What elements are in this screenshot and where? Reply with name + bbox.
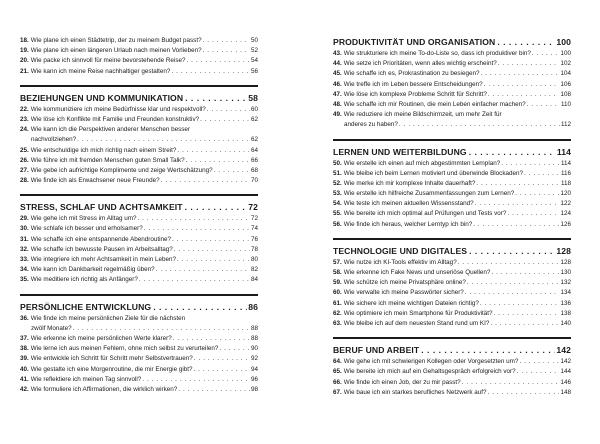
section-divider	[333, 139, 571, 141]
dot-leader	[185, 92, 247, 105]
entry-page: 90	[250, 345, 258, 353]
entry-number: 29.	[20, 215, 29, 223]
entry-number: 33.	[20, 256, 29, 263]
section-page: 58	[248, 92, 258, 103]
section-divider	[333, 337, 571, 339]
entry-page: 96	[250, 375, 258, 383]
dot-leader	[421, 344, 555, 357]
toc-entry[interactable]	[20, 265, 258, 275]
entry-number: 58.	[333, 269, 342, 276]
entry-number: 30.	[20, 225, 29, 233]
entry-page: 92	[250, 355, 258, 363]
entry-title: Wie reduziere ich meine Bildschirmzeit, um mehr Zeit für	[343, 111, 502, 119]
entry-number: 32.	[20, 245, 29, 253]
toc-entry[interactable]	[333, 220, 571, 230]
dot-leader	[519, 357, 559, 367]
entry-page: 134	[560, 289, 571, 297]
entry-page: 124	[560, 210, 571, 218]
section-page: 100	[556, 37, 571, 47]
entry-number: 27.	[20, 166, 29, 174]
entry-title: Wie bleibe ich beim Lernen motiviert und überwinde Blockaden?	[343, 169, 523, 177]
toc-entry[interactable]	[333, 309, 571, 319]
dot-leader	[77, 135, 250, 145]
entry-number: 26.	[20, 156, 29, 164]
dot-leader	[399, 120, 560, 130]
toc-entry[interactable]	[333, 258, 571, 268]
dot-leader	[173, 334, 250, 344]
dot-leader	[517, 367, 560, 377]
entry-title: Wie schaffe ich mir Routinen, die mein Leben einfacher machen?	[343, 100, 526, 108]
entry-title: Wie sichere ich meine wichtigen Dateien richtig?	[343, 299, 479, 307]
entry-title: Wie entwickle ich Schritt für Schritt mehr Selbstvertrauen?	[30, 355, 193, 363]
entry-page: 146	[560, 378, 571, 386]
entry-number: 19.	[20, 47, 29, 55]
entry-page: 132	[560, 279, 571, 287]
section-heading	[20, 92, 258, 105]
entry-number: 43.	[333, 50, 342, 57]
dot-leader	[467, 278, 560, 288]
entry-number: 51.	[333, 169, 342, 177]
entry-page: 54	[250, 57, 258, 65]
section-heading	[333, 36, 571, 49]
toc-entry[interactable]	[333, 357, 571, 367]
entry-page: 148	[560, 388, 571, 396]
toc-entry[interactable]	[20, 46, 258, 56]
toc-entry[interactable]	[333, 120, 571, 130]
dot-leader	[142, 375, 250, 385]
dot-leader	[507, 209, 559, 219]
toc-entry[interactable]	[333, 49, 571, 59]
toc-entry[interactable]	[333, 159, 571, 169]
toc-entry[interactable]	[333, 169, 571, 179]
section-heading	[333, 146, 571, 159]
toc-section	[333, 139, 571, 230]
entry-title: Wie merke ich mir komplexe Inhalte dauerhaft?	[343, 179, 476, 187]
toc-entry[interactable]	[333, 288, 571, 298]
toc-section	[333, 337, 571, 398]
toc-entry[interactable]	[20, 56, 258, 66]
entry-title: Wie integriere ich mehr Achtsamkeit in mein Leben?	[30, 256, 177, 263]
entry-page: 120	[560, 190, 571, 198]
entry-page: 62	[250, 115, 258, 123]
entry-title: Wie erkenne ich meine persönlichen Werte klarer?	[30, 334, 172, 342]
dot-leader	[177, 146, 250, 156]
toc-entry[interactable]	[20, 115, 258, 125]
dot-leader	[203, 36, 250, 46]
entry-page: 50	[250, 37, 258, 44]
entry-page: 116	[560, 169, 571, 177]
dot-leader	[207, 105, 250, 115]
entry-number: 31.	[20, 235, 29, 243]
entry-title: Wie gehe ich mit schwierigen Kollegen oder Vorgesetzten um?	[343, 358, 519, 366]
toc-entry[interactable]	[20, 344, 258, 354]
toc-entry[interactable]	[333, 278, 571, 288]
toc-entry[interactable]	[20, 146, 258, 156]
dot-leader	[219, 344, 250, 354]
section-heading	[20, 301, 258, 314]
toc-entry[interactable]	[20, 354, 258, 364]
entry-title: Wie treffe ich im Leben bessere Entscheidungen?	[343, 80, 483, 88]
entry-title: Wie gehe ich mit Stress im Alltag um?	[30, 215, 137, 223]
entry-number: 53.	[333, 190, 342, 198]
entry-title: Wie finde ich meine persönlichen Ziele für die nächsten	[30, 314, 186, 322]
dot-leader	[498, 59, 560, 69]
entry-title: Wie plane ich einen Städtetrip, der zu meinem Budget passt?	[30, 37, 202, 44]
toc-entry[interactable]	[20, 365, 258, 375]
section-divider	[20, 294, 258, 296]
toc-entry[interactable]	[333, 388, 571, 398]
section-divider	[333, 238, 571, 240]
entry-title: Wie verwalte ich meine Passwörter sicher?	[343, 289, 464, 297]
toc-section	[20, 85, 258, 187]
dot-leader	[174, 245, 250, 255]
dot-leader	[153, 301, 247, 314]
entry-title: Wie führe ich mit fremden Menschen guten Small Talk?	[30, 156, 185, 164]
entry-page: 80	[250, 256, 258, 263]
entry-title: Wie bereite ich mich auf ein Gehaltsgespräch erfolgreich vor?	[343, 368, 516, 376]
entry-number: 41.	[20, 375, 29, 383]
entry-page: 122	[560, 200, 571, 208]
section-title: BEZIEHUNGEN UND KOMMUNIKATION	[20, 92, 184, 103]
toc-entry[interactable]	[20, 324, 258, 334]
entry-page: 82	[250, 266, 258, 274]
dot-leader	[73, 324, 250, 334]
entry-number: 59.	[333, 279, 342, 287]
dot-leader	[488, 388, 560, 398]
entry-page: 126	[560, 220, 571, 228]
entry-title: Wie reflektiere ich meinen Tag sinnvoll?	[30, 375, 142, 383]
dot-leader	[488, 90, 560, 100]
section-divider	[20, 85, 258, 87]
toc-entry[interactable]	[333, 59, 571, 69]
section-heading	[20, 201, 258, 214]
entry-title: Wie formuliere ich Affirmationen, die wirklich wirken?	[30, 385, 178, 393]
dot-leader	[161, 176, 250, 186]
entry-title: Wie schlafe ich besser und erholsamer?	[30, 225, 143, 233]
dot-leader	[515, 189, 559, 199]
entry-title: Wie gestalte ich eine Morgenroutine, die mir Energie gibt?	[30, 365, 193, 373]
dot-leader	[194, 354, 250, 364]
toc-entry[interactable]	[333, 319, 571, 329]
section-title: STRESS, SCHLAF UND ACHTSAMKEIT	[20, 202, 183, 213]
entry-number: 38.	[20, 345, 29, 353]
entry-title: Wie plane ich einen längeren Urlaub nach meinen Vorlieben?	[30, 47, 202, 55]
entry-page: 88	[250, 324, 258, 332]
entry-page: 52	[250, 47, 258, 55]
entry-page: 138	[560, 309, 571, 317]
entry-number: 23.	[20, 115, 29, 123]
entry-number: 21.	[20, 67, 29, 75]
entry-title: Wie gebe ich aufrichtige Komplimente und zeige Wertschätzung?	[30, 166, 213, 174]
toc-entry[interactable]	[20, 67, 258, 77]
dot-leader	[469, 146, 556, 159]
entry-number: 37.	[20, 334, 29, 342]
dot-leader	[458, 258, 560, 268]
dot-leader	[501, 159, 560, 169]
toc-entry[interactable]	[20, 166, 258, 176]
toc-right-column	[333, 36, 571, 398]
dot-leader	[480, 299, 560, 309]
entry-page: 110	[560, 100, 571, 108]
entry-page: 136	[560, 299, 571, 307]
entry-title: Wie kann ich Dankbarkeit regelmäßig üben?	[30, 266, 155, 274]
entry-title: Wie kann ich die Perspektiven anderer Menschen besser	[30, 126, 191, 134]
entry-title: Wie löse ich komplexe Probleme Schritt für Schritt?	[343, 90, 487, 98]
entry-title: nachvollziehen?	[31, 136, 77, 144]
dot-leader	[475, 199, 560, 209]
entry-number: 20.	[20, 57, 29, 65]
entry-number: 52.	[333, 179, 342, 187]
entry-page: 64	[250, 146, 258, 154]
toc-entry[interactable]	[333, 209, 571, 219]
toc-entry[interactable]	[20, 255, 258, 265]
entry-page: 128	[560, 258, 571, 266]
toc-left-column	[20, 36, 258, 395]
entry-number: 50.	[333, 159, 342, 167]
section-title: LERNEN UND WEITERBILDUNG	[333, 146, 467, 157]
toc-entry[interactable]	[20, 235, 258, 245]
entry-number: 24.	[20, 126, 29, 134]
toc-entry[interactable]	[333, 179, 571, 189]
entry-title: Wie bereite ich mich optimal auf Prüfungen und Tests vor?	[343, 210, 507, 218]
dot-leader	[178, 385, 250, 395]
toc-entry[interactable]	[20, 245, 258, 255]
entry-title: Wie schaffe ich bewusste Pausen im Arbeitsalltag?	[30, 245, 173, 253]
toc-entry[interactable]	[20, 135, 258, 145]
entry-number: 44.	[333, 60, 342, 68]
dot-leader	[203, 46, 250, 56]
section-heading	[333, 344, 571, 357]
dot-leader	[524, 169, 560, 179]
entry-number: 60.	[333, 289, 342, 297]
toc-entry[interactable]	[20, 176, 258, 186]
entry-title: Wie kann ich meine Reise nachhaltiger gestalten?	[30, 67, 171, 75]
entry-number: 64.	[333, 358, 342, 366]
toc-entry[interactable]	[333, 189, 571, 199]
dot-leader	[186, 156, 250, 166]
toc-entry[interactable]	[20, 125, 258, 135]
entry-title: Wie erstelle ich einen auf mich abgestimmten Lernplan?	[343, 159, 501, 167]
toc-entry[interactable]	[333, 90, 571, 100]
dot-leader	[469, 245, 555, 258]
toc-entry[interactable]	[333, 69, 571, 79]
entry-title: anderes zu haben?	[344, 121, 398, 129]
toc-section	[20, 294, 258, 396]
dot-leader	[193, 365, 250, 375]
section-title: PRODUKTIVITÄT UND ORGANISATION	[333, 37, 496, 47]
toc-entry[interactable]	[20, 214, 258, 224]
entry-page: 72	[250, 215, 258, 223]
entry-page: 94	[250, 365, 258, 373]
dot-leader	[497, 36, 555, 49]
entry-page: 78	[250, 245, 258, 253]
dot-leader	[185, 201, 248, 214]
dot-leader	[144, 224, 250, 234]
entry-number: 67.	[333, 388, 342, 396]
dot-leader	[200, 115, 250, 125]
dot-leader	[186, 56, 250, 66]
entry-page: 118	[560, 179, 571, 187]
entry-title: Wie kommuniziere ich meine Bedürfnisse klar und respektvoll?	[30, 105, 206, 113]
dot-leader	[177, 255, 250, 265]
toc-entry[interactable]	[333, 80, 571, 90]
entry-title: Wie finde ich einen Job, der zu mir passt?	[343, 378, 461, 386]
dot-leader	[139, 275, 250, 285]
entry-page: 142	[560, 358, 571, 366]
entry-number: 62.	[333, 309, 342, 317]
entry-title: Wie erstelle ich hilfreiche Zusammenfassungen zum Lernen?	[343, 190, 515, 198]
entry-title: Wie meditiere ich richtig als Anfänger?	[30, 276, 138, 284]
toc-entry[interactable]	[333, 367, 571, 377]
section-page: 72	[248, 202, 258, 213]
entry-title: Wie schaffe ich eine entspannende Abendroutine?	[30, 235, 172, 243]
entry-page: 98	[250, 385, 258, 393]
entry-title: Wie nutze ich KI-Tools effektiv im Alltag?	[343, 258, 457, 266]
toc-entry[interactable]	[20, 156, 258, 166]
section-page: 142	[556, 345, 571, 356]
entry-title: Wie entschuldige ich mich richtig nach einem Streit?	[30, 146, 177, 154]
dot-leader	[480, 69, 559, 79]
entry-page: 108	[560, 90, 571, 98]
entry-number: 36.	[20, 314, 29, 322]
section-title: BERUF UND ARBEIT	[333, 345, 420, 356]
entry-number: 42.	[20, 385, 29, 393]
dot-leader	[137, 214, 250, 224]
toc-entry[interactable]	[333, 100, 571, 110]
entry-title: Wie erkenne ich Fake News und unseriöse Quellen?	[343, 269, 491, 276]
toc-entry[interactable]	[20, 334, 258, 344]
dot-leader	[527, 100, 560, 110]
entry-number: 63.	[333, 319, 342, 327]
section-title: PERSÖNLICHE ENTWICKLUNG	[20, 301, 152, 312]
entry-number: 49.	[333, 111, 342, 119]
entry-page: 100	[560, 50, 571, 57]
dot-leader	[172, 235, 250, 245]
entry-page: 56	[250, 67, 258, 75]
section-title: TECHNOLOGIE UND DIGITALES	[333, 245, 468, 256]
entry-title: Wie löse ich Konflikte mit Familie und Freunden konstruktiv?	[30, 115, 200, 123]
dot-leader	[476, 179, 560, 189]
entry-number: 45.	[333, 70, 342, 78]
entry-title: Wie teste ich meinen aktuellen Wissensstand?	[343, 200, 474, 208]
entry-page: 76	[250, 235, 258, 243]
entry-page: 62	[250, 136, 258, 144]
entry-number: 18.	[20, 37, 29, 44]
toc-entry[interactable]	[20, 224, 258, 234]
entry-number: 54.	[333, 200, 342, 208]
entry-title: Wie finde ich heraus, welcher Lerntyp ich bin?	[343, 220, 473, 228]
entry-title: Wie finde ich als Erwachsener neue Freunde?	[30, 177, 160, 185]
toc-entry[interactable]	[20, 375, 258, 385]
dot-leader	[484, 80, 560, 90]
entry-number: 48.	[333, 100, 342, 108]
entry-title: zwölf Monate?	[31, 324, 72, 332]
entry-number: 28.	[20, 177, 29, 185]
toc-entry[interactable]	[20, 314, 258, 324]
section-heading	[333, 245, 571, 258]
toc-entry[interactable]	[333, 268, 571, 278]
toc-section	[20, 194, 258, 285]
entry-page: 84	[250, 276, 258, 284]
entry-title: Wie bleibe ich auf dem neuesten Stand rund um KI?	[343, 319, 490, 327]
entry-page: 112	[560, 121, 571, 129]
entry-title: Wie schütze ich meine Privatsphäre online?	[343, 279, 466, 287]
entry-number: 61.	[333, 299, 342, 307]
entry-title: Wie setze ich Prioritäten, wenn alles wichtig erscheint?	[343, 60, 497, 68]
toc-entry[interactable]	[333, 110, 571, 120]
dot-leader	[214, 166, 250, 176]
toc-entry[interactable]	[20, 275, 258, 285]
entry-number: 40.	[20, 365, 29, 373]
dot-leader	[532, 49, 560, 59]
entry-number: 22.	[20, 105, 29, 113]
toc-entry[interactable]	[20, 36, 258, 46]
dot-leader	[171, 67, 250, 77]
entry-number: 47.	[333, 90, 342, 98]
entry-page: 60	[250, 105, 258, 113]
entry-number: 46.	[333, 80, 342, 88]
entry-page: 140	[560, 319, 571, 327]
entry-page: 70	[250, 177, 258, 185]
section-page: 128	[556, 245, 571, 256]
entry-title: Wie packe ich sinnvoll für meine bevorstehende Reise?	[30, 57, 186, 65]
entry-title: Wie lerne ich aus meinen Fehlern, ohne mich selbst zu verurteilen?	[30, 345, 219, 353]
section-divider	[20, 194, 258, 196]
dot-leader	[465, 288, 560, 298]
entry-page: 104	[560, 70, 571, 78]
entry-number: 55.	[333, 210, 342, 218]
dot-leader	[462, 378, 560, 388]
entry-page: 144	[560, 368, 571, 376]
section-page: 114	[556, 146, 571, 157]
entry-page: 102	[560, 60, 571, 68]
entry-page: 68	[250, 166, 258, 174]
toc-entry[interactable]	[333, 299, 571, 309]
toc-entry[interactable]	[333, 199, 571, 209]
entry-title: Wie baue ich ein starkes berufliches Netzwerk auf?	[343, 388, 487, 396]
entry-number: 25.	[20, 146, 29, 154]
entry-page: 106	[560, 80, 571, 88]
dot-leader	[494, 309, 560, 319]
toc-entry[interactable]	[20, 105, 258, 115]
dot-leader	[491, 268, 559, 278]
entry-number: 34.	[20, 266, 29, 274]
dot-leader	[473, 220, 559, 230]
entry-page: 66	[250, 156, 258, 164]
toc-entry[interactable]	[20, 385, 258, 395]
entry-number: 35.	[20, 276, 29, 284]
entry-number: 57.	[333, 258, 342, 266]
entry-page: 88	[250, 334, 258, 342]
toc-entry[interactable]	[333, 378, 571, 388]
entry-page: 130	[560, 269, 571, 276]
dot-leader	[156, 265, 250, 275]
entry-number: 39.	[20, 355, 29, 363]
entry-number: 66.	[333, 378, 342, 386]
entry-page: 74	[250, 225, 258, 233]
toc-section	[333, 36, 571, 131]
toc-section	[333, 238, 571, 329]
entry-page: 114	[560, 159, 571, 167]
entry-title: Wie optimiere ich mein Smartphone für Produktivität?	[343, 309, 493, 317]
entry-number: 56.	[333, 220, 342, 228]
dot-leader	[490, 319, 559, 329]
entry-title: Wie schaffe ich es, Prokrastination zu besiegen?	[343, 70, 480, 78]
entry-number: 65.	[333, 368, 342, 376]
entry-title: Wie strukturiere ich meine To-do-Liste so, dass ich produktiver bin?	[343, 50, 531, 57]
section-page: 86	[248, 301, 258, 312]
